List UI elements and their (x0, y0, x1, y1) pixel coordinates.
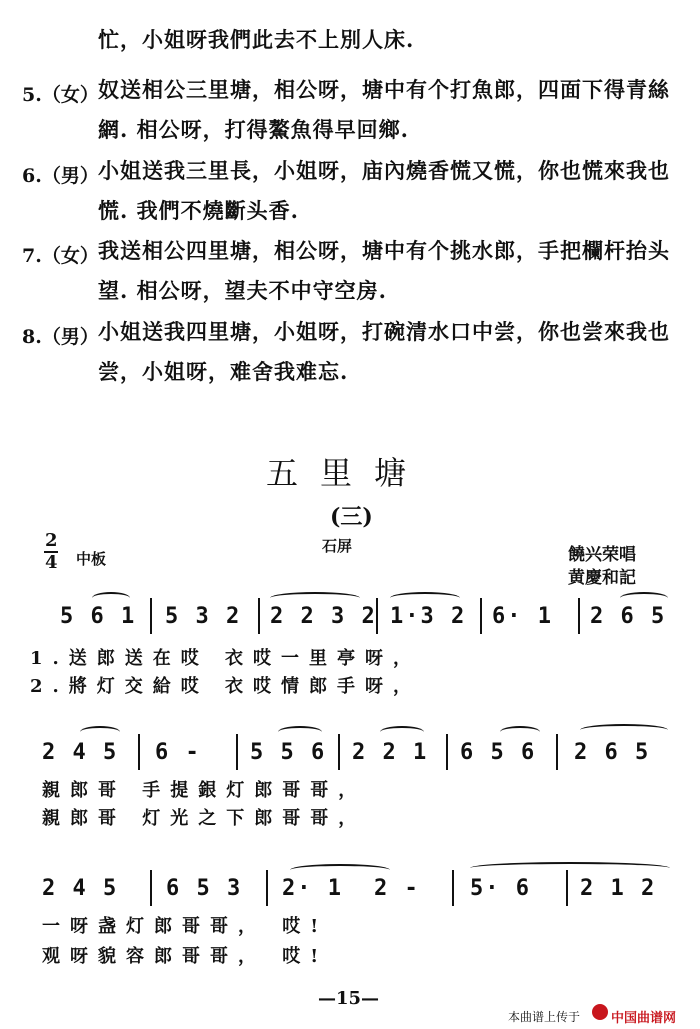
notes-r1-m6: 2 6 5 (590, 604, 667, 629)
notes-r1-m1: 5 6 1 (60, 604, 137, 629)
time-signature-top: 2 (45, 530, 58, 551)
site-name[interactable]: 中国曲谱网 (611, 1011, 677, 1026)
barline (258, 598, 260, 634)
slur (270, 592, 360, 604)
notes-r2-m4: 2 2 1 (352, 740, 429, 765)
verse-6-line-2: 慌. 我們不燒斷头香. (98, 198, 299, 223)
notes-r2-m2: 6 - (155, 740, 201, 765)
notes-r3-m4: 2 - (374, 876, 420, 901)
barline (452, 870, 454, 906)
slur (290, 864, 390, 876)
notes-r2-m6: 2 6 5 (574, 740, 651, 765)
verse-7-line-2: 望. 相公呀，望夫不中守空房. (98, 278, 387, 303)
barline (578, 598, 580, 634)
lyrics-r2-verse1: 親郎哥 手提銀灯郎哥哥， (42, 780, 367, 801)
verse-8-line-2: 尝，小姐呀，难舍我难忘. (98, 359, 349, 384)
barline (236, 734, 238, 770)
verse-6-number: 6.（男） (22, 165, 99, 187)
verse-5-line-1: 奴送相公三里塘，相公呀，塘中有个打魚郎，四面下得青絲 (98, 77, 670, 102)
slur (620, 592, 668, 604)
upload-credit: 本曲谱上传于 (508, 1010, 581, 1024)
slur (80, 726, 120, 738)
verse-4-tail: 忙，小姐呀我們此去不上別人床. (98, 27, 415, 52)
notes-r3-m3: 2· 1 (282, 876, 343, 901)
slur (92, 592, 130, 604)
song-part: (三) (330, 504, 373, 530)
slur (390, 592, 460, 604)
slur (380, 726, 424, 738)
barline (150, 598, 152, 634)
verse-8-number: 8.（男） (22, 326, 99, 348)
barline (138, 734, 140, 770)
singer-credit: 饒兴荣唱 (568, 545, 636, 565)
notes-r2-m1: 2 4 5 (42, 740, 119, 765)
notes-r2-m3: 5 5 6 (250, 740, 327, 765)
notes-r3-m2: 6 5 3 (166, 876, 243, 901)
verse-7-line-1: 我送相公四里塘，相公呀，塘中有个挑水郎，手把欄杆抬头 (98, 238, 670, 263)
notes-r2-m5: 6 5 6 (460, 740, 537, 765)
song-title: 五里塘 (266, 454, 429, 492)
verse-8-line-1: 小姐送我四里塘，小姐呀，打碗清水口中尝，你也尝來我也 (98, 319, 670, 344)
notes-r3-m6: 2 1 2 (580, 876, 657, 901)
notes-r1-m5: 6· 1 (492, 604, 553, 629)
slur (278, 726, 322, 738)
slur (500, 726, 540, 738)
lyrics-r1-verse2: 2.將灯交給哎 衣哎情郎手呀， (30, 676, 422, 697)
barline (266, 870, 268, 906)
notes-r1-m4: 1·3 2 (390, 604, 467, 629)
slur (580, 724, 668, 736)
barline (480, 598, 482, 634)
tempo-marking: 中板 (76, 550, 107, 568)
notes-r3-m1: 2 4 5 (42, 876, 119, 901)
verse-5-line-2: 網. 相公呀，打得鰲魚得早回鄉. (98, 117, 409, 142)
notes-r3-m5: 5· 6 (470, 876, 531, 901)
lyrics-r1-verse1: 1.送郎送在哎 衣哎一里亭呀， (30, 648, 422, 669)
verse-7-number: 7.（女） (22, 245, 99, 267)
site-logo-icon (592, 1004, 608, 1020)
lyrics-r2-verse2: 親郎哥 灯光之下郎哥哥， (42, 808, 367, 829)
region-label: 石屏 (322, 537, 353, 555)
notes-r1-m2: 5 3 2 (165, 604, 242, 629)
notes-r1-m3: 2 2 3 2 (270, 604, 377, 629)
page-number: —15— (318, 988, 380, 1009)
barline (338, 734, 340, 770)
barline (566, 870, 568, 906)
barline (446, 734, 448, 770)
lyrics-r3-verse2: 观呀貌容郎哥哥， 哎! (42, 946, 329, 967)
lyrics-r3-verse1: 一呀盏灯郎哥哥， 哎! (42, 916, 329, 937)
verse-6-line-1: 小姐送我三里長，小姐呀，庙內燒香慌又慌，你也慌來我也 (98, 158, 670, 183)
time-signature-bottom: 4 (45, 552, 58, 573)
barline (150, 870, 152, 906)
verse-5-number: 5.（女） (22, 84, 99, 106)
slur (470, 862, 670, 874)
barline (556, 734, 558, 770)
recorder-credit: 黄慶和記 (568, 568, 636, 588)
